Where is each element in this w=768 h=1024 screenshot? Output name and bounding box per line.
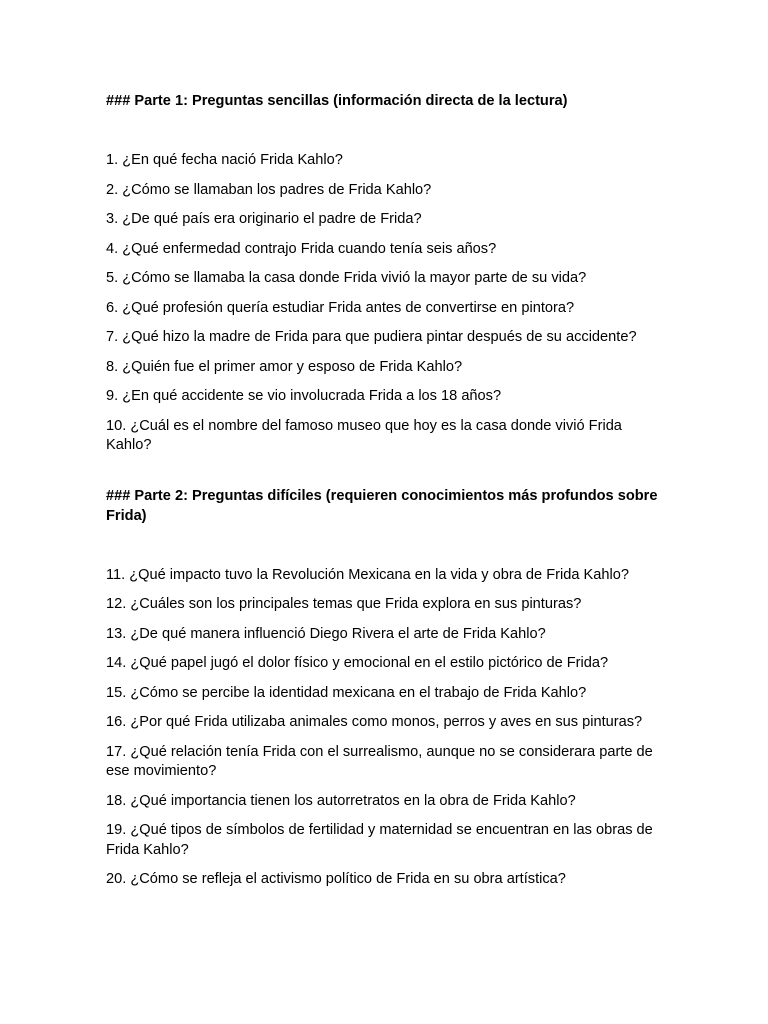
- question-item: 18. ¿Qué importancia tienen los autorretratos en la obra de Frida Kahlo?: [106, 792, 576, 809]
- question-list-part-1: [106, 151, 668, 456]
- section-heading-part-2: ### Parte 2: Preguntas difíciles (requieren conocimientos más profundos sobre Frida): [106, 487, 658, 524]
- question-item: 6. ¿Qué profesión quería estudiar Frida antes de convertirse en pintora?: [106, 299, 575, 316]
- question-item: 16. ¿Por qué Frida utilizaba animales como monos, perros y aves en sus pinturas?: [106, 714, 643, 730]
- question-item: 3. ¿De qué país era originario el padre de Frida?: [106, 211, 422, 227]
- question-item: 9. ¿En qué accidente se vio involucrada Frida a los 18 años?: [106, 388, 502, 404]
- question-item: 17. ¿Qué relación tenía Frida con el surrealismo, aunque no se considerara parte de ese movimiento?: [106, 743, 653, 779]
- question-item: 1. ¿En qué fecha nació Frida Kahlo?: [106, 152, 343, 168]
- question-item: 5. ¿Cómo se llamaba la casa donde Frida vivió la mayor parte de su vida?: [106, 270, 587, 286]
- question-item: 13. ¿De qué manera influenció Diego Rivera el arte de Frida Kahlo?: [106, 625, 546, 642]
- question-item: 10. ¿Cuál es el nombre del famoso museo que hoy es la casa donde vivió Frida Kahlo?: [106, 417, 622, 453]
- section-heading-part-1: ### Parte 1: Preguntas sencillas (información directa de la lectura): [106, 93, 568, 109]
- question-item: 14. ¿Qué papel jugó el dolor físico y emocional en el estilo pictórico de Frida?: [106, 655, 609, 671]
- question-item: 8. ¿Quién fue el primer amor y esposo de Frida Kahlo?: [106, 358, 463, 375]
- question-item: 19. ¿Qué tipos de símbolos de fertilidad y maternidad se encuentran en las obras de Frida Kahlo?: [106, 822, 653, 858]
- question-item: 12. ¿Cuáles son los principales temas que Frida explora en sus pinturas?: [106, 596, 582, 612]
- question-item: 7. ¿Qué hizo la madre de Frida para que pudiera pintar después de su accidente?: [106, 329, 637, 345]
- question-list-part-2: [106, 566, 668, 890]
- question-item: 15. ¿Cómo se percibe la identidad mexicana en el trabajo de Frida Kahlo?: [106, 684, 587, 701]
- question-item: 11. ¿Qué impacto tuvo la Revolución Mexicana en la vida y obra de Frida Kahlo?: [106, 566, 629, 583]
- question-item: 2. ¿Cómo se llamaban los padres de Frida Kahlo?: [106, 181, 432, 198]
- question-item: 4. ¿Qué enfermedad contrajo Frida cuando tenía seis años?: [106, 240, 497, 257]
- question-item: 20. ¿Cómo se refleja el activismo político de Frida en su obra artística?: [106, 871, 566, 887]
